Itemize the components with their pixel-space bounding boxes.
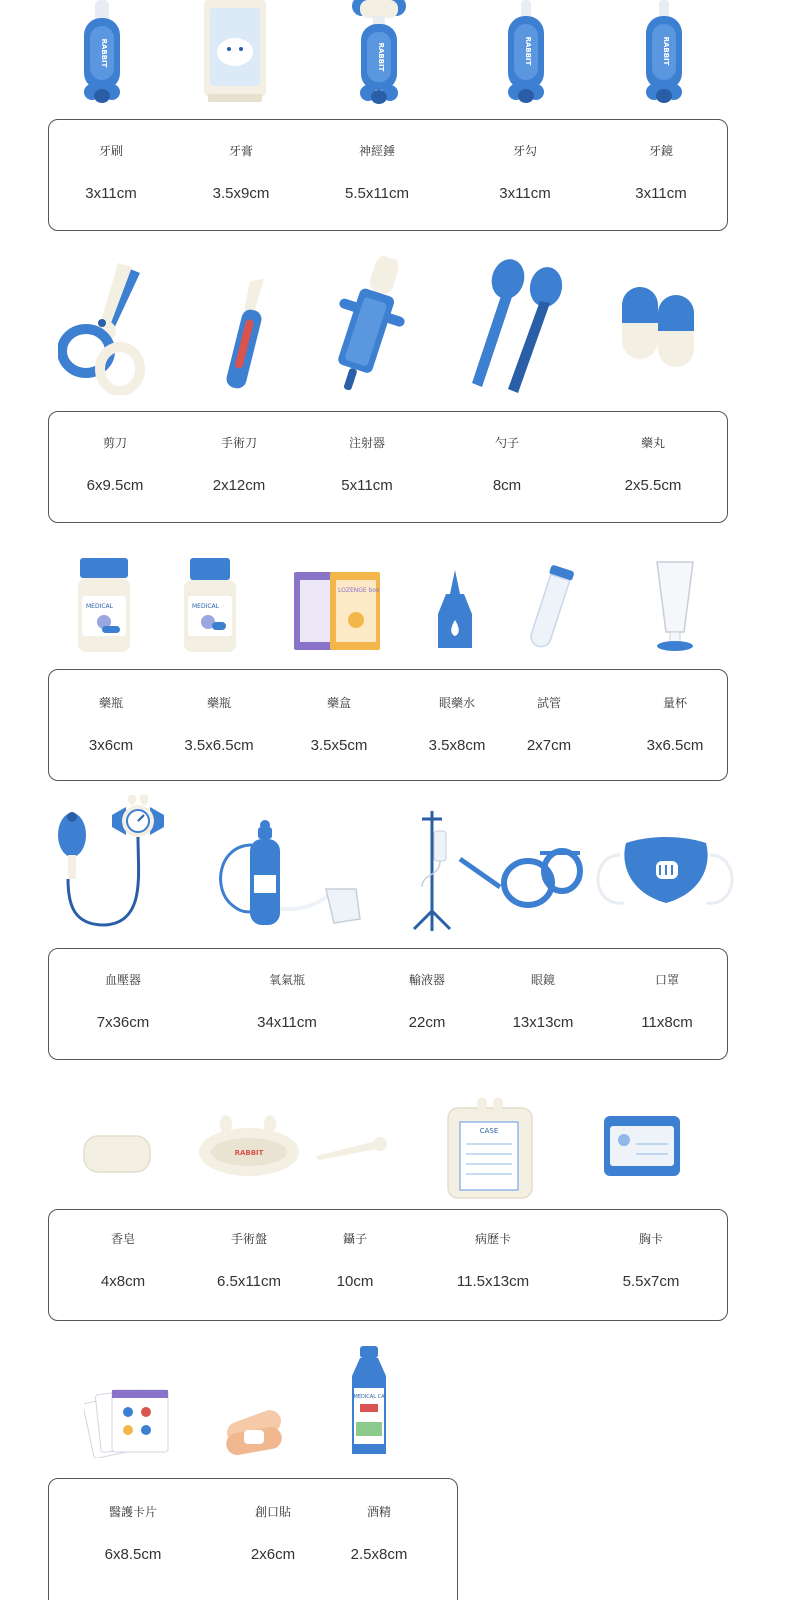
item-name: 藥瓶: [206, 696, 232, 710]
bandage-icon: [222, 1406, 286, 1460]
item-name: 牙鏡: [648, 144, 674, 158]
spec-box-row-3: [48, 669, 728, 781]
spec-cell: [409, 971, 446, 1031]
item-name: 剪刀: [102, 436, 128, 450]
oxygen-tank-icon: [212, 819, 364, 931]
clipboard-label: CASE: [479, 1127, 499, 1135]
item-name: 眼鏡: [530, 973, 555, 987]
item-size: 3.5x9cm: [212, 185, 270, 202]
toothbrush-icon: [78, 0, 126, 104]
item-size: 8cm: [492, 477, 522, 494]
spec-cell: [251, 1503, 295, 1563]
test-tube-icon: [526, 564, 574, 654]
hammer-brand: RABBIT: [377, 42, 385, 72]
item-size: 3.5x6.5cm: [184, 737, 254, 754]
item-name: 牙勾: [512, 144, 538, 158]
spec-cell: [213, 142, 270, 202]
spec-box-row-2: [48, 411, 728, 523]
spec-cell: [105, 1503, 162, 1563]
item-name: 口罩: [654, 973, 680, 987]
item-name: 藥瓶: [98, 696, 123, 710]
iv-stand-icon: [408, 811, 456, 931]
spec-box-row-5: [48, 1209, 728, 1321]
item-size: 11.5x13cm: [456, 1273, 530, 1290]
medical-cards-icon: [84, 1384, 174, 1458]
item-size: 2.5x8cm: [350, 1546, 408, 1563]
mirror-brand: RABBIT: [662, 36, 670, 66]
spec-box-row-4: [48, 948, 728, 1060]
spec-cell: [213, 434, 266, 494]
dental-mirror-icon: [640, 0, 688, 104]
row-4-images: [0, 795, 785, 935]
item-name: 牙膏: [228, 144, 254, 158]
alcohol-bottle-icon: [348, 1346, 390, 1458]
item-size: 6.5x11cm: [217, 1273, 281, 1290]
item-name: 香皂: [110, 1232, 135, 1246]
tweezers-icon: [314, 1132, 390, 1162]
row-6-images: [0, 1346, 785, 1466]
item-name: 藥丸: [640, 436, 666, 450]
spec-cell: [345, 142, 409, 202]
pill-icon: [618, 283, 702, 371]
item-name: 氧氣瓶: [268, 973, 306, 987]
reflex-hammer-icon: [348, 0, 410, 104]
spec-cell: [623, 1230, 680, 1290]
item-name: 手術刀: [220, 436, 257, 450]
badge-icon: [602, 1114, 682, 1178]
item-size: 2x5.5cm: [624, 477, 682, 494]
spec-cell: [527, 694, 571, 754]
item-size: 5.5x7cm: [622, 1273, 680, 1290]
surgical-tray-icon: [196, 1114, 302, 1178]
spec-box-row-1: [48, 119, 728, 231]
spec-cell: [257, 971, 317, 1031]
item-size: 3.5x8cm: [428, 737, 486, 754]
clipboard-icon: [446, 1098, 534, 1200]
row-3-images: [0, 552, 785, 662]
row-2-images: [0, 255, 785, 405]
spec-cell: [429, 694, 486, 754]
dental-hook-icon: [502, 0, 550, 104]
item-size: 7x36cm: [96, 1014, 150, 1031]
item-name: 胸卡: [638, 1232, 664, 1246]
item-name: 眼藥水: [438, 696, 476, 710]
medicine-bottle-icon: [182, 556, 238, 654]
item-size: 6x8.5cm: [104, 1546, 162, 1563]
spec-cell: [101, 1230, 145, 1290]
soap-icon: [82, 1132, 152, 1176]
item-size: 3.5x5cm: [310, 737, 368, 754]
item-size: 22cm: [408, 1014, 446, 1031]
item-size: 10cm: [336, 1273, 374, 1290]
spec-cell: [493, 434, 521, 494]
item-size: 3x6cm: [88, 737, 134, 754]
item-size: 3x11cm: [499, 185, 551, 202]
item-size: 5.5x11cm: [345, 185, 409, 202]
spec-cell: [625, 434, 682, 494]
item-size: 34x11cm: [257, 1014, 317, 1031]
item-size: 2x6cm: [250, 1546, 296, 1563]
item-size: 2x7cm: [526, 737, 572, 754]
spec-cell: [635, 142, 686, 202]
tray-brand: RABBIT: [234, 1149, 264, 1157]
spec-cell: [647, 694, 704, 754]
bottle-label: MEDICAL: [86, 603, 113, 610]
item-name: 創口貼: [254, 1505, 291, 1519]
item-size: 3x11cm: [635, 185, 687, 202]
item-size: 6x9.5cm: [86, 477, 144, 494]
spec-cell: [499, 142, 550, 202]
item-size: 5x11cm: [341, 477, 393, 494]
face-mask-icon: [590, 835, 740, 915]
spec-cell: [341, 434, 392, 494]
item-size: 2x12cm: [212, 477, 266, 494]
hook-brand: RABBIT: [524, 36, 532, 66]
item-name: 病歷卡: [474, 1232, 512, 1246]
spec-cell: [311, 694, 368, 754]
spec-box-row-6: [48, 1478, 458, 1600]
item-name: 注射器: [348, 436, 386, 450]
item-name: 醫護卡片: [108, 1505, 158, 1519]
item-name: 鑷子: [342, 1232, 367, 1246]
spec-cell: [641, 971, 692, 1031]
alcohol-label: MEDICAL CA: [353, 1394, 385, 1400]
toothbrush-brand: RABBIT: [100, 38, 108, 68]
medicine-bottle-icon: [76, 556, 132, 654]
item-name: 手術盤: [230, 1232, 268, 1246]
scissors-icon: [58, 259, 150, 395]
item-size: 11x8cm: [641, 1014, 693, 1031]
item-name: 勺子: [494, 436, 519, 450]
row-1-images: [0, 0, 785, 112]
item-size: 3x6.5cm: [646, 737, 704, 754]
spec-cell: [89, 694, 133, 754]
syringe-icon: [320, 255, 416, 395]
spec-cell: [97, 971, 150, 1031]
item-name: 牙刷: [98, 144, 124, 158]
scalpel-icon: [214, 279, 270, 389]
item-name: 酒精: [366, 1505, 392, 1519]
spec-cell: [457, 1230, 529, 1290]
spec-cell: [337, 1230, 374, 1290]
spec-cell: [87, 434, 144, 494]
spec-cell: [85, 142, 136, 202]
spec-cell: [513, 971, 574, 1031]
bottle-label: MEDICAL: [192, 603, 219, 610]
item-name: 量杯: [662, 696, 688, 710]
spoon-icon: [468, 257, 568, 397]
spec-cell: [184, 694, 253, 754]
item-size: 13x13cm: [512, 1014, 574, 1031]
item-name: 藥盒: [326, 696, 352, 710]
glasses-icon: [456, 841, 586, 913]
lozenge-label: LOZENGE box: [338, 587, 380, 594]
spec-cell: [351, 1503, 408, 1563]
toothpaste-icon: [202, 0, 268, 104]
measuring-cup-icon: [654, 560, 696, 652]
blood-pressure-monitor-icon: [54, 795, 166, 931]
item-name: 試管: [536, 696, 561, 710]
item-name: 輸液器: [408, 973, 445, 987]
item-size: 4x8cm: [100, 1273, 146, 1290]
item-size: 3x11cm: [85, 185, 137, 202]
spec-cell: [217, 1230, 281, 1290]
item-name: 神經錘: [358, 144, 396, 158]
row-5-images: [0, 1092, 785, 1202]
lozenge-box-icon: [292, 570, 382, 652]
item-name: 血壓器: [104, 973, 141, 987]
eye-drops-icon: [436, 570, 474, 652]
